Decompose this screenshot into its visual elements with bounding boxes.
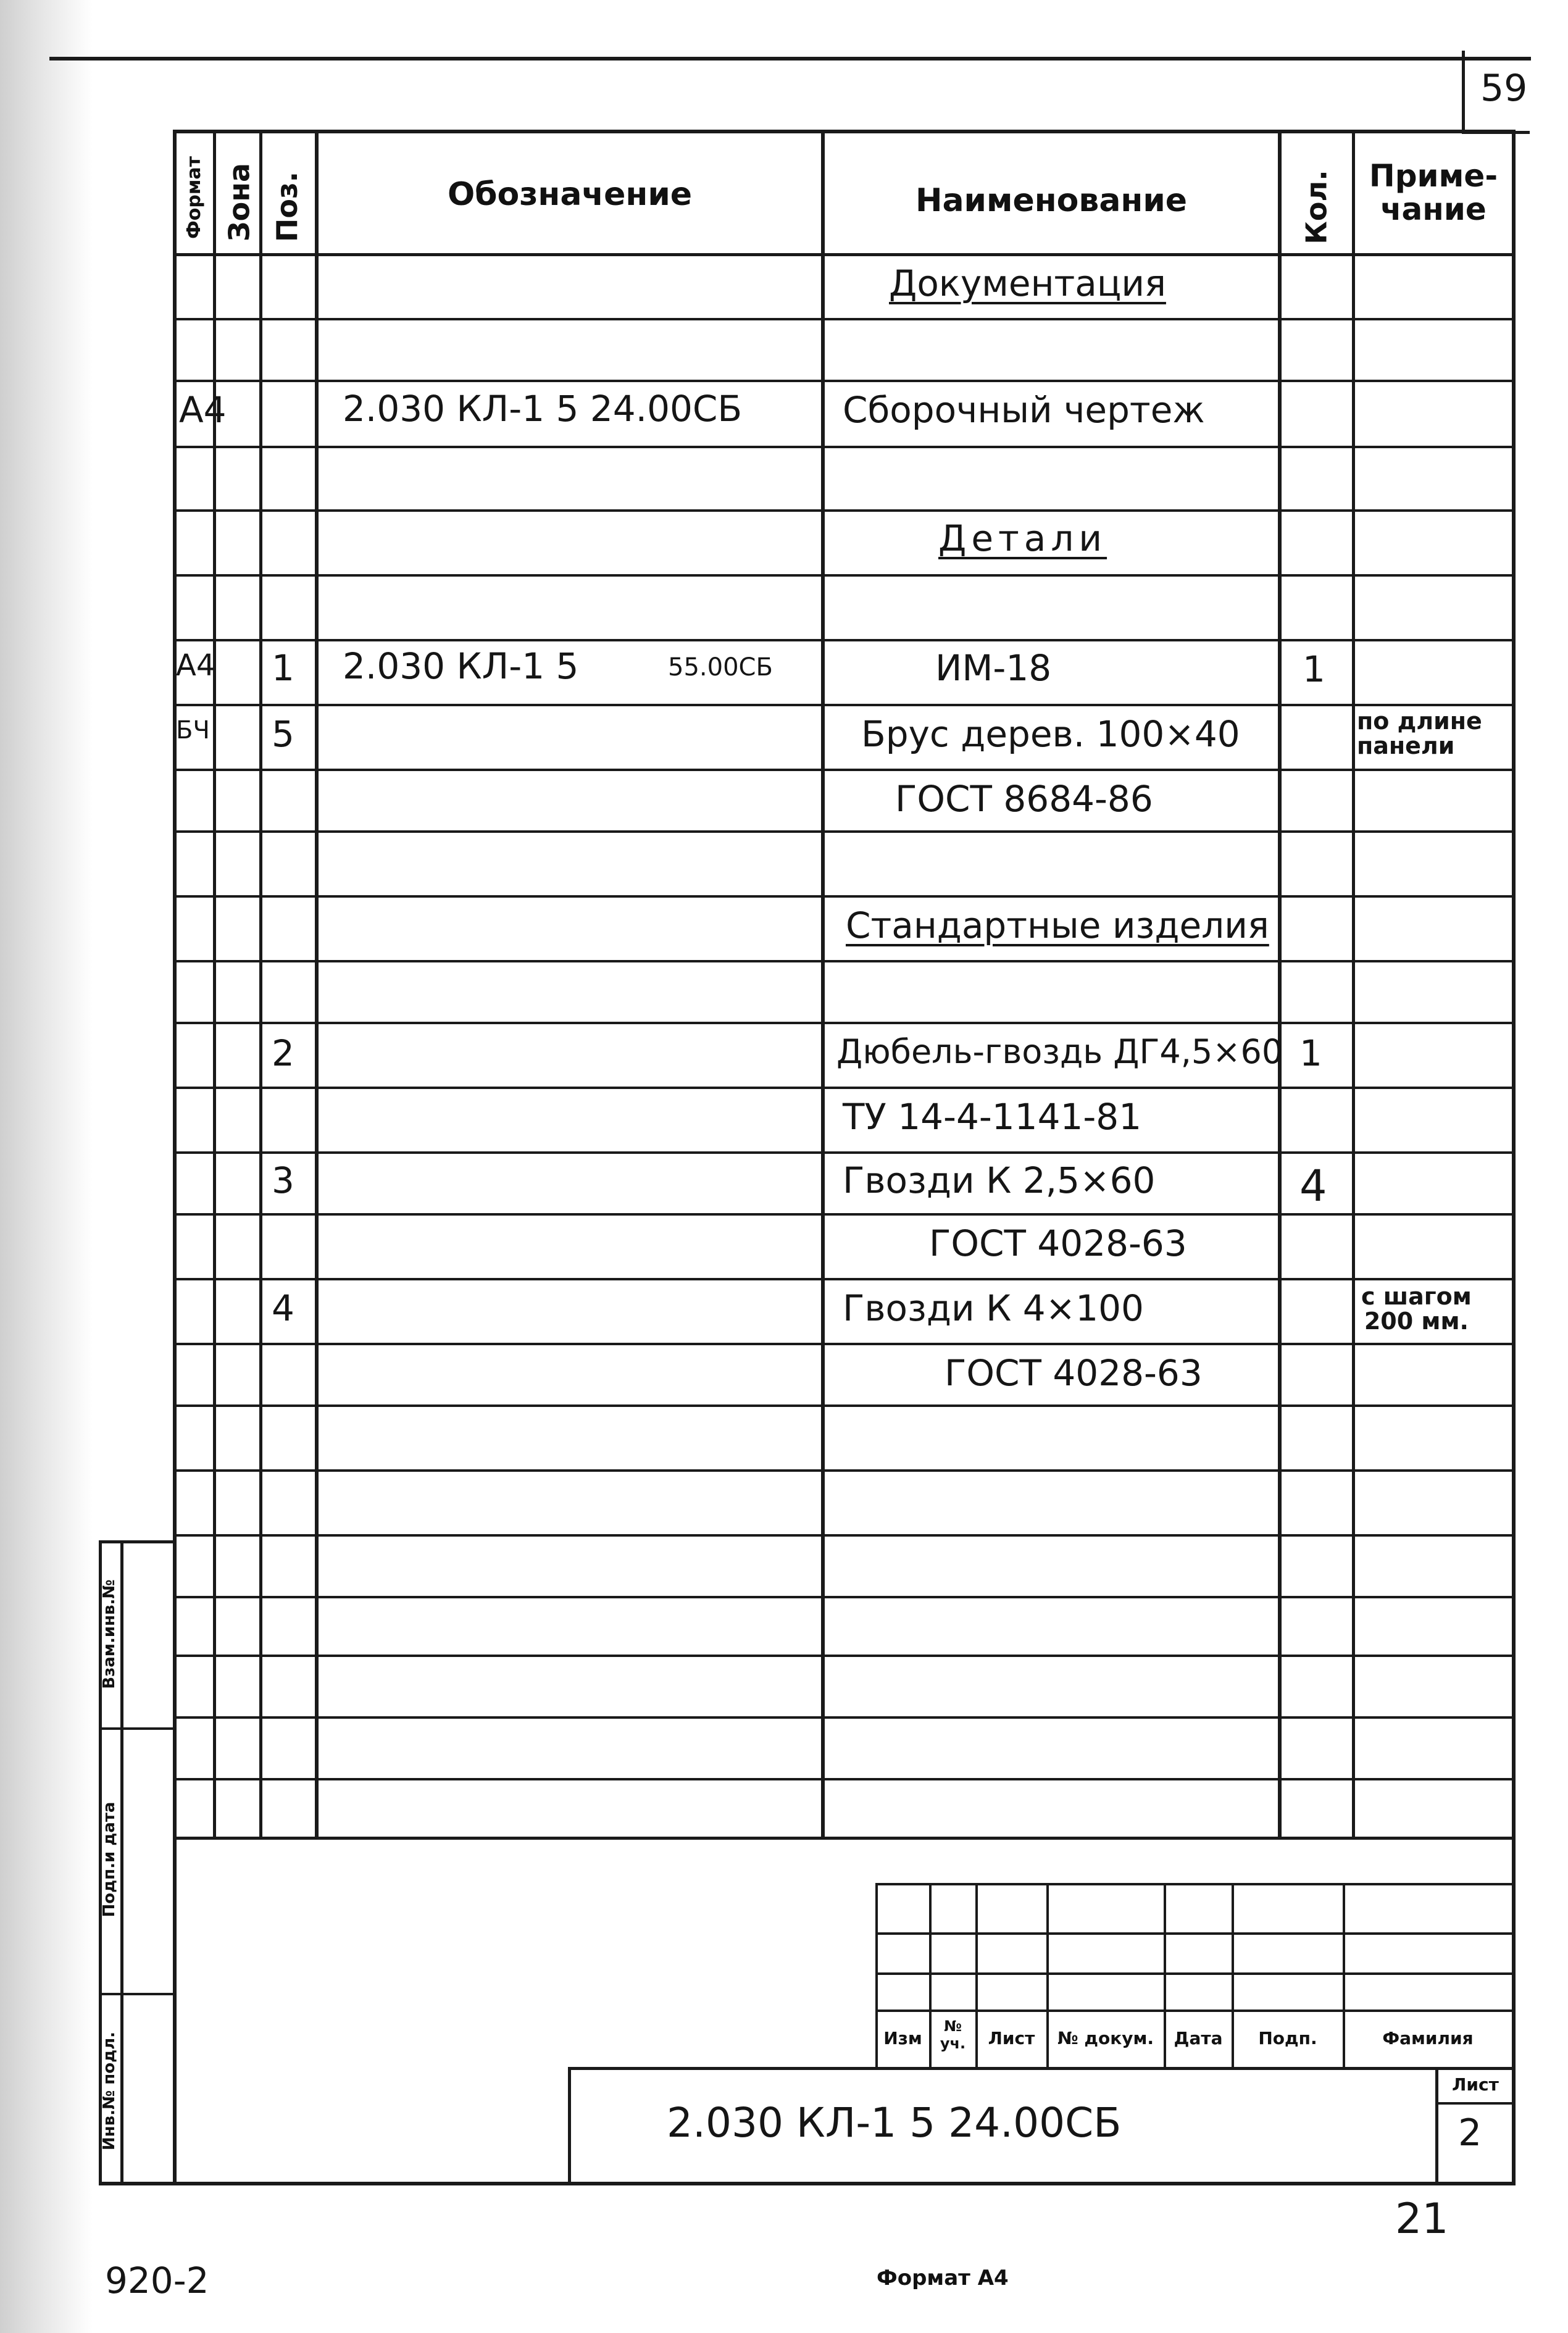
frame-top (49, 57, 1531, 61)
table-bottom-line (173, 1837, 1514, 1840)
nails1-qty: 4 (1299, 1161, 1327, 1211)
tb-sheet-label: Лист (1452, 2074, 1499, 2095)
row-line (173, 704, 1514, 706)
stamp-strip-divider (99, 1993, 176, 1995)
tb-label-podp: Подп. (1258, 2028, 1317, 2048)
im18-designation: 2.030 КЛ-1 5 (343, 645, 579, 687)
nails2-note-line2: 200 мм. (1364, 1308, 1469, 1335)
header-zone: Зона (222, 162, 256, 242)
row-line (173, 1213, 1514, 1216)
dowel-pos: 2 (272, 1032, 294, 1074)
section-standard-items: Стандартные изделия (846, 904, 1269, 946)
row-line (173, 1278, 1514, 1280)
side-label-inv-orig: Инв.№ подл. (100, 2031, 119, 2151)
row-line (173, 574, 1514, 577)
page-number: 59 (1480, 67, 1528, 110)
tb-label-ndoc: № докум. (1057, 2028, 1154, 2048)
footer-left-code: 920-2 (105, 2260, 209, 2302)
nails2-standard: ГОСТ 4028-63 (945, 1352, 1203, 1394)
row-line (173, 960, 1514, 962)
beam-name: Брус дерев. 100×40 (861, 713, 1240, 755)
header-qty: Кол. (1299, 170, 1333, 244)
section-documentation: Документация (889, 262, 1166, 304)
beam-note (1357, 709, 1482, 758)
tb-main-left (568, 2067, 571, 2184)
beam-note-line1: по длине (1357, 707, 1482, 735)
row-line (173, 1022, 1514, 1024)
row-line (173, 318, 1514, 320)
row-line (173, 769, 1514, 771)
nails1-pos: 3 (272, 1159, 294, 1201)
col-line-note (1352, 130, 1355, 1840)
beam-format: БЧ (176, 716, 210, 745)
row-line (173, 1655, 1514, 1657)
tb-row-line (875, 2010, 1514, 2012)
tb-label-family: Фамилия (1382, 2028, 1474, 2048)
row-line (173, 1469, 1514, 1472)
stamp-strip-mid (120, 1540, 123, 2185)
nails2-name: Гвозди К 4×100 (843, 1287, 1144, 1329)
nails2-note (1361, 1284, 1472, 1333)
col-line-pos (259, 130, 262, 1840)
row-line (173, 1151, 1514, 1154)
tb-label-date: Дата (1174, 2028, 1223, 2048)
row-line (173, 509, 1514, 512)
tb-designation: 2.030 КЛ-1 5 24.00СБ (667, 2099, 1122, 2147)
row-line (173, 1596, 1514, 1598)
tb-sheet-divider (1435, 2102, 1514, 2105)
beam-note-line2: панели (1357, 732, 1455, 759)
frame-bottom (99, 2182, 1516, 2185)
doc-format: А4 (179, 389, 227, 431)
side-label-swap: Взам.инв.№ (100, 1579, 119, 1689)
tb-sheet-number: 2 (1458, 2111, 1482, 2155)
beam-standard: ГОСТ 8684-86 (895, 778, 1153, 820)
page-number-box-left (1462, 51, 1465, 134)
im18-qty: 1 (1303, 648, 1325, 690)
row-line (173, 446, 1514, 448)
frame-right (1512, 130, 1516, 2185)
row-line (173, 830, 1514, 833)
nails1-standard: ГОСТ 4028-63 (929, 1222, 1187, 1264)
im18-designation-suffix: 55.00СБ (668, 653, 773, 682)
row-line (173, 1534, 1514, 1537)
header-designation: Обозначение (447, 176, 693, 213)
col-line-designation (315, 130, 319, 1840)
header-name: Наименование (915, 182, 1188, 219)
col-line-zone (213, 130, 216, 1840)
scan-shadow (0, 0, 93, 2333)
dowel-name: Дюбель-гвоздь ДГ4,5×60 (836, 1032, 1283, 1071)
nails2-pos: 4 (272, 1287, 294, 1329)
tb-main-top (568, 2067, 1514, 2070)
row-line (173, 1404, 1514, 1407)
tb-label-izm: Изм (883, 2028, 922, 2048)
header-note-line1: Приме- (1369, 158, 1498, 194)
header-note-line2: чание (1380, 191, 1487, 227)
header-note (1355, 159, 1512, 226)
im18-format: А4 (176, 648, 215, 683)
nails2-note-line1: с шагом (1361, 1283, 1472, 1310)
row-line (173, 895, 1514, 898)
im18-pos: 1 (272, 647, 294, 689)
row-line (173, 1716, 1514, 1719)
footer-format: Формат А4 (877, 2266, 1009, 2290)
row-line (173, 1087, 1514, 1089)
col-line-name (821, 130, 825, 1840)
dowel-standard: ТУ 14-4-1141-81 (843, 1096, 1142, 1138)
tb-label-nuch: № уч. (940, 2018, 966, 2052)
tb-row-line (875, 1932, 1514, 1935)
row-line (173, 639, 1514, 641)
side-label-sign-date: Подп.и дата (100, 1801, 119, 1918)
beam-pos: 5 (272, 713, 294, 755)
doc-designation: 2.030 КЛ-1 5 24.00СБ (343, 388, 743, 430)
row-line (173, 1778, 1514, 1780)
col-line-qty (1278, 130, 1282, 1840)
header-pos: Поз. (270, 171, 304, 243)
stamp-strip-top (99, 1540, 176, 1543)
tb-row-line (875, 1883, 1514, 1885)
dowel-qty: 1 (1299, 1032, 1322, 1074)
row-line (173, 380, 1514, 382)
frame-left (173, 130, 177, 2185)
tb-label-list: Лист (988, 2028, 1035, 2048)
handwritten-mark: 21 (1395, 2195, 1449, 2243)
stamp-strip-divider (99, 1727, 176, 1730)
row-line (173, 1343, 1514, 1345)
header-format: Формат (183, 156, 205, 239)
tb-row-line (875, 1972, 1514, 1975)
im18-name: ИМ-18 (935, 647, 1052, 689)
doc-name: Сборочный чертеж (843, 389, 1205, 431)
section-details: Детали (938, 517, 1107, 559)
nails1-name: Гвозди К 2,5×60 (843, 1159, 1156, 1201)
